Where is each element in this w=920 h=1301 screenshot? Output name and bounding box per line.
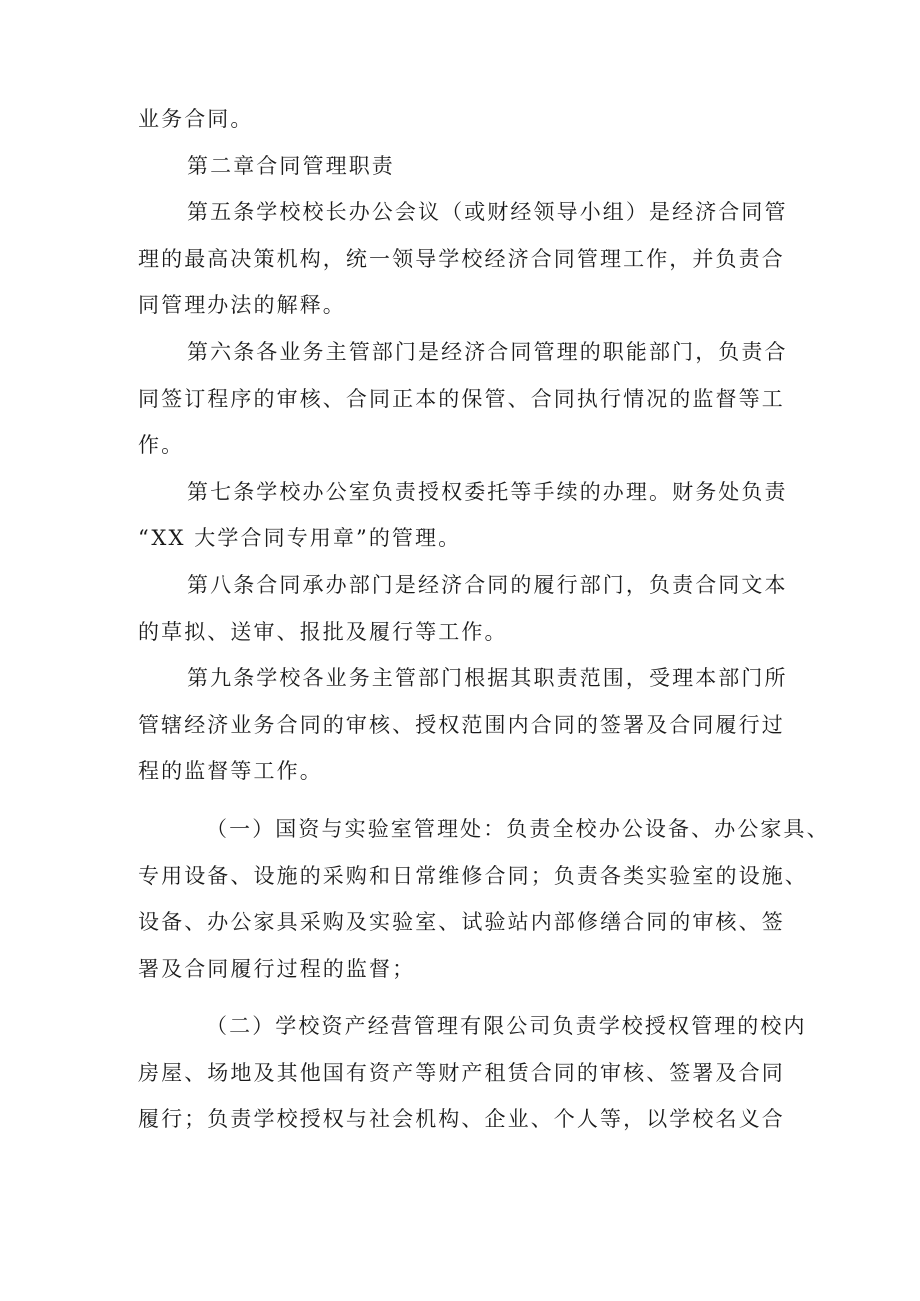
- list-item-line: （一）国资与实验室管理处：负责全校办公设备、办公家具、: [206, 816, 830, 841]
- paragraph-line: 的草拟、送审、报批及履行等工作。: [138, 619, 508, 644]
- paragraph-line: 第七条学校办公室负责授权委托等手续的办理。财务处负责: [187, 479, 788, 504]
- paragraph-line: 第六条各业务主管部门是经济合同管理的职能部门，负责合: [187, 339, 788, 364]
- paragraph-line: 同签订程序的审核、合同正本的保管、合同执行情况的监督等工: [138, 386, 785, 411]
- list-item-line: 房屋、场地及其他国有资产等财产租赁合同的审核、签署及合同: [138, 1060, 785, 1085]
- paragraph-line: 第八条合同承办部门是经济合同的履行部门，负责合同文本: [187, 572, 788, 597]
- paragraph-gap: [138, 795, 798, 806]
- list-item-line: （二）学校资产经营管理有限公司负责学校授权管理的校内: [206, 1014, 807, 1039]
- paragraph-line: 作。: [138, 433, 185, 458]
- list-item-line: 专用设备、设施的采购和日常维修合同；负责各类实验室的设施、: [138, 863, 808, 888]
- chapter-heading: 第二章合同管理职责: [187, 153, 395, 178]
- paragraph-line: 第五条学校校长办公会议（或财经领导小组）是经济合同管: [187, 200, 788, 225]
- list-item-line: 履行；负责学校授权与社会机构、企业、个人等，以学校名义合: [138, 1107, 785, 1132]
- list-item-line: 署及合同履行过程的监督；: [138, 956, 416, 981]
- paragraph-line: 业务合同。: [138, 107, 254, 131]
- document-body: [138, 96, 830, 1143]
- paragraph-line: “XX 大学合同专用章”的管理。: [138, 526, 462, 551]
- paragraph-gap: [138, 992, 798, 1003]
- paragraph-line: 管辖经济业务合同的审核、授权范围内合同的签署及合同履行过: [138, 712, 785, 737]
- paragraph-line: 同管理办法的解释。: [138, 293, 346, 318]
- list-item-line: 设备、办公家具采购及实验室、试验站内部修缮合同的审核、签: [138, 910, 785, 935]
- paragraph-line: 第九条学校各业务主管部门根据其职责范围，受理本部门所: [187, 666, 788, 691]
- paragraph-line: 理的最高决策机构，统一领导学校经济合同管理工作，并负责合: [138, 246, 785, 271]
- paragraph-line: 程的监督等工作。: [138, 759, 323, 784]
